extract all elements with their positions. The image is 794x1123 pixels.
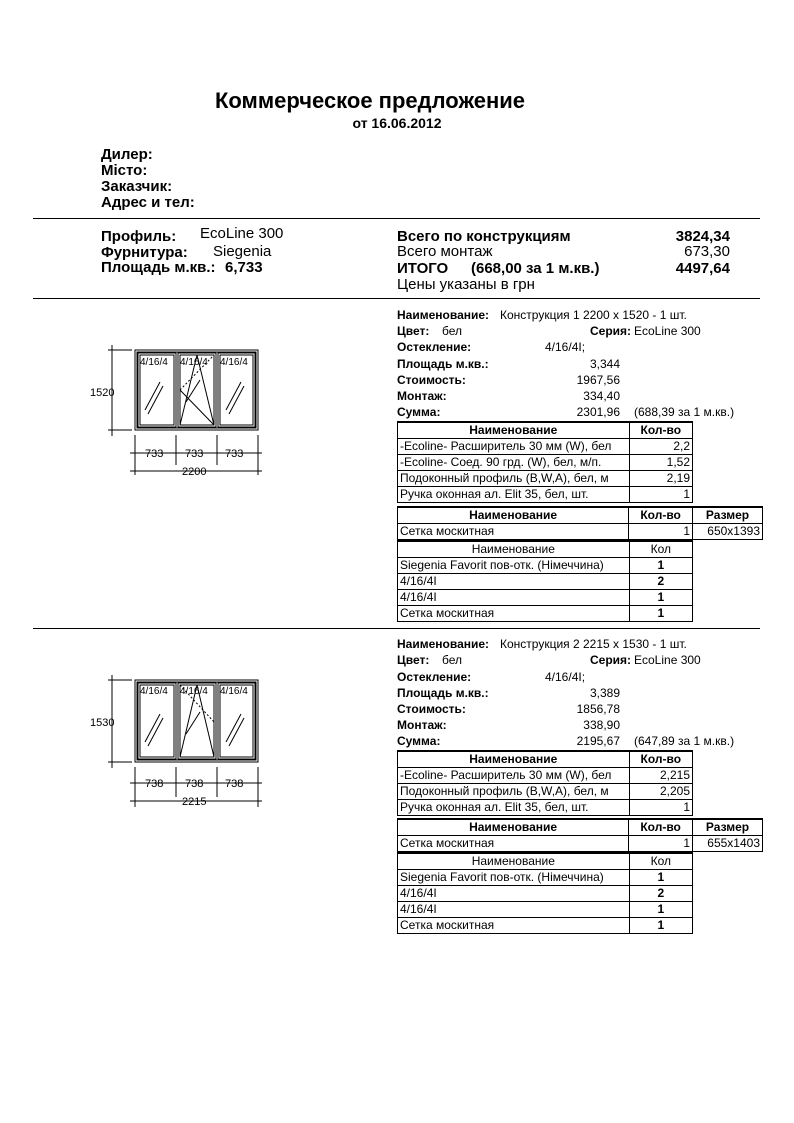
drawing-section-label: 738	[225, 778, 244, 790]
table-cell: Siegenia Favorit пов-отк. (Німеччина)	[398, 870, 630, 886]
column-header: Наименование	[398, 819, 629, 836]
parts-table	[397, 540, 693, 622]
install-total-label: Всего монтаж	[397, 243, 493, 260]
table-cell: Сетка москитная	[398, 836, 629, 852]
table-cell: 655x1403	[693, 836, 763, 852]
color-label: Цвет:	[397, 653, 430, 667]
table-cell: 1	[629, 558, 692, 574]
glazing-value: 4/16/4I;	[545, 670, 586, 684]
table-cell: 1	[629, 606, 692, 622]
series-label: Серия:	[590, 324, 632, 338]
hardware-label: Фурнитура:	[101, 244, 188, 261]
table-row	[398, 590, 693, 606]
table-cell: Ручка оконная ал. Elit 35, бел, шт.	[398, 487, 630, 503]
table-cell: -Ecoline- Расширитель 30 мм (W), бел	[398, 768, 630, 784]
column-header: Наименование	[398, 751, 630, 768]
table-cell: 2,2	[629, 439, 692, 455]
table-row	[398, 558, 693, 574]
drawing-glass-label: 4/16/4	[220, 357, 248, 368]
column-header: Кол	[629, 541, 692, 558]
area-label: Площадь м.кв.:	[101, 259, 216, 276]
divider	[33, 628, 760, 629]
nets-table	[397, 506, 763, 540]
name-value: Конструкция 2 2215 x 1530 - 1 шт.	[500, 637, 687, 651]
drawing-section-label: 738	[145, 778, 164, 790]
grand-total-label: ИТОГО	[397, 260, 449, 277]
parts-table	[397, 852, 693, 934]
drawing-section-label: 733	[145, 448, 164, 460]
table-cell: Сетка москитная	[398, 918, 630, 934]
table-cell: 2,215	[629, 768, 692, 784]
total-constructions-label: Всего по конструкциям	[397, 228, 571, 245]
install-label: Монтаж:	[397, 718, 447, 732]
drawing-glass-label: 4/16/4	[140, 357, 168, 368]
table-cell: 1	[629, 918, 692, 934]
window-drawing-1	[90, 340, 270, 480]
customer-label: Заказчик:	[101, 178, 173, 195]
table-cell: Ручка оконная ал. Elit 35, бел, шт.	[398, 800, 630, 816]
table-cell: 1	[629, 590, 692, 606]
area-label: Площадь м.кв.:	[397, 357, 489, 371]
table-cell: 1	[629, 902, 692, 918]
table-cell: 4/16/4I	[398, 902, 630, 918]
table-header-row	[398, 507, 763, 524]
table-row	[398, 606, 693, 622]
sum-label: Сумма:	[397, 405, 441, 419]
divider	[33, 218, 760, 219]
area-label: Площадь м.кв.:	[397, 686, 489, 700]
column-header: Размер	[693, 819, 763, 836]
nets-table	[397, 818, 763, 852]
area-value: 3,389	[589, 686, 620, 700]
column-header: Наименование	[398, 541, 630, 558]
drawing-height-label: 1530	[90, 717, 115, 729]
table-cell: 4/16/4I	[398, 574, 630, 590]
column-header: Кол-во	[629, 751, 692, 768]
table-row	[398, 800, 693, 816]
column-header: Кол-во	[629, 422, 692, 439]
table-row	[398, 918, 693, 934]
table-row	[398, 886, 693, 902]
area-value: 6,733	[225, 259, 263, 276]
table-row	[398, 471, 693, 487]
name-label: Наименование:	[397, 308, 490, 322]
drawing-glass-label: 4/16/4	[220, 686, 248, 697]
color-label: Цвет:	[397, 324, 430, 338]
color-value: бел	[442, 324, 463, 338]
glazing-label: Остекление:	[397, 340, 472, 354]
address-label: Адрес и тел:	[101, 194, 195, 211]
table-row	[398, 768, 693, 784]
drawing-glass-label: 4/16/4	[180, 686, 208, 697]
sum-value: 2301,96	[576, 405, 620, 419]
table-cell: Сетка москитная	[398, 606, 630, 622]
install-value: 334,40	[583, 389, 620, 403]
table-row	[398, 574, 693, 590]
install-label: Монтаж:	[397, 389, 447, 403]
table-header-row	[398, 819, 763, 836]
table-cell: 2,205	[629, 784, 692, 800]
sum-per-m2: (647,89 за 1 м.кв.)	[634, 734, 735, 748]
profile-label: Профиль:	[101, 228, 177, 245]
divider	[33, 298, 760, 299]
grand-total-per-m2: (668,00 за 1 м.кв.)	[471, 260, 600, 277]
table-row	[398, 870, 693, 886]
column-header: Кол	[629, 853, 692, 870]
table-row	[398, 439, 693, 455]
table-cell: Сетка москитная	[398, 524, 629, 540]
currency-note: Цены указаны в грн	[397, 276, 535, 293]
cost-value: 1856,78	[576, 702, 620, 716]
column-header: Размер	[693, 507, 763, 524]
cost-label: Стоимость:	[397, 373, 466, 387]
table-cell: 2,19	[629, 471, 692, 487]
drawing-glass-label: 4/16/4	[180, 357, 208, 368]
table-cell: -Ecoline- Соед. 90 грд. (W), бел, м/п.	[398, 455, 630, 471]
table-cell: 4/16/4I	[398, 886, 630, 902]
table-cell: Подоконный профиль (B,W,A), бел, м	[398, 471, 630, 487]
total-constructions-value: 3824,34	[675, 228, 730, 245]
drawing-section-label: 738	[185, 778, 204, 790]
column-header: Кол-во	[629, 507, 693, 524]
document-date: от 16.06.2012	[352, 115, 442, 131]
drawing-height-label: 1520	[90, 387, 115, 399]
table-cell: 4/16/4I	[398, 590, 630, 606]
series-value: EcoLine 300	[634, 324, 701, 338]
table-header-row	[398, 751, 693, 768]
window-drawing-2	[90, 672, 270, 812]
table-row	[398, 784, 693, 800]
series-label: Серия:	[590, 653, 632, 667]
table-cell: 1	[629, 487, 692, 503]
column-header: Кол-во	[629, 819, 693, 836]
table-cell: 650x1393	[693, 524, 763, 540]
accessories-table	[397, 421, 693, 503]
column-header: Наименование	[398, 507, 629, 524]
drawing-section-label: 733	[225, 448, 244, 460]
table-cell: 1	[629, 836, 693, 852]
table-header-row	[398, 422, 693, 439]
cost-label: Стоимость:	[397, 702, 466, 716]
table-header-row	[398, 853, 693, 870]
table-row	[398, 487, 693, 503]
table-row	[398, 455, 693, 471]
table-row	[398, 902, 693, 918]
name-value: Конструкция 1 2200 x 1520 - 1 шт.	[500, 308, 687, 322]
name-label: Наименование:	[397, 637, 490, 651]
table-cell: -Ecoline- Расширитель 30 мм (W), бел	[398, 439, 630, 455]
column-header: Наименование	[398, 422, 630, 439]
grand-total-value: 4497,64	[675, 260, 730, 277]
table-cell: Siegenia Favorit пов-отк. (Німеччина)	[398, 558, 630, 574]
sum-per-m2: (688,39 за 1 м.кв.)	[634, 405, 735, 419]
profile-value: EcoLine 300	[200, 225, 284, 242]
glazing-value: 4/16/4I;	[545, 340, 586, 354]
drawing-width-label: 2215	[182, 796, 207, 808]
area-value: 3,344	[589, 357, 620, 371]
table-cell: 1	[629, 800, 692, 816]
city-label: Місто:	[101, 162, 148, 179]
table-cell: 1,52	[629, 455, 692, 471]
table-cell: Подоконный профиль (B,W,A), бел, м	[398, 784, 630, 800]
install-total-value: 673,30	[684, 243, 730, 260]
drawing-width-label: 2200	[182, 466, 207, 478]
drawing-section-label: 733	[185, 448, 204, 460]
accessories-table	[397, 750, 693, 816]
table-cell: 1	[629, 524, 693, 540]
cost-value: 1967,56	[576, 373, 620, 387]
hardware-value: Siegenia	[213, 243, 272, 260]
table-header-row	[398, 541, 693, 558]
column-header: Наименование	[398, 853, 630, 870]
sum-label: Сумма:	[397, 734, 441, 748]
table-cell: 2	[629, 886, 692, 902]
table-row	[398, 836, 763, 852]
table-cell: 1	[629, 870, 692, 886]
drawing-glass-label: 4/16/4	[140, 686, 168, 697]
sum-value: 2195,67	[576, 734, 620, 748]
color-value: бел	[442, 653, 463, 667]
series-value: EcoLine 300	[634, 653, 701, 667]
glazing-label: Остекление:	[397, 670, 472, 684]
dealer-label: Дилер:	[101, 146, 153, 163]
page-title: Коммерческое предложение	[214, 88, 526, 113]
table-cell: 2	[629, 574, 692, 590]
install-value: 338,90	[583, 718, 620, 732]
table-row	[398, 524, 763, 540]
